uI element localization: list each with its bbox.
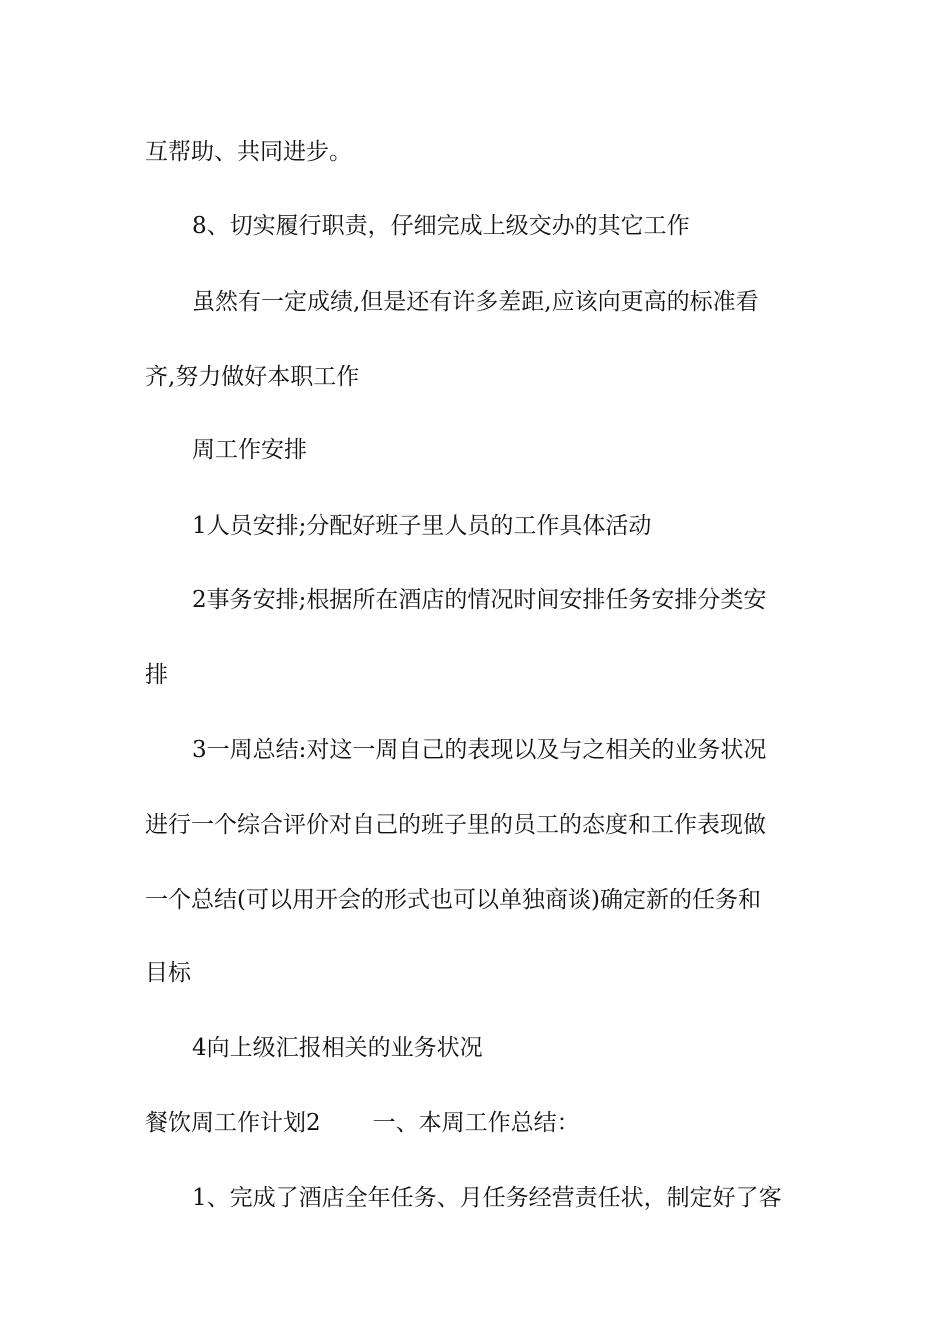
text-line: 虽然有一定成绩,但是还有许多差距,应该向更高的标准看 xyxy=(192,289,759,315)
text-line: 3一周总结:对这一周自己的表现以及与之相关的业务状况 xyxy=(192,737,767,763)
text-line: 排 xyxy=(145,662,168,688)
text-line: 进行一个综合评价对自己的班子里的员工的态度和工作表现做 xyxy=(145,812,766,838)
text-line: 互帮助、共同进步。 xyxy=(145,139,352,165)
text-line: 8、切实履行职责，仔细完成上级交办的其它工作 xyxy=(192,213,690,239)
section-heading: 周工作安排 xyxy=(192,437,307,463)
text-line: 1、完成了酒店全年任务、月任务经营责任状，制定好了客 xyxy=(192,1185,782,1211)
text-line: 一个总结(可以用开会的形式也可以单独商谈)确定新的任务和 xyxy=(145,887,761,913)
section-title: 一、本周工作总结： xyxy=(372,1110,580,1136)
heading-line xyxy=(145,1108,825,1138)
text-line: 1人员安排;分配好班子里人员的工作具体活动 xyxy=(192,513,652,539)
document-title: 餐饮周工作计划2 xyxy=(145,1110,321,1136)
text-line: 目标 xyxy=(145,960,191,986)
text-line: 齐,努力做好本职工作 xyxy=(145,364,360,390)
text-line: 2事务安排;根据所在酒店的情况时间安排任务安排分类安 xyxy=(192,587,767,613)
text-line: 4向上级汇报相关的业务状况 xyxy=(192,1035,483,1061)
